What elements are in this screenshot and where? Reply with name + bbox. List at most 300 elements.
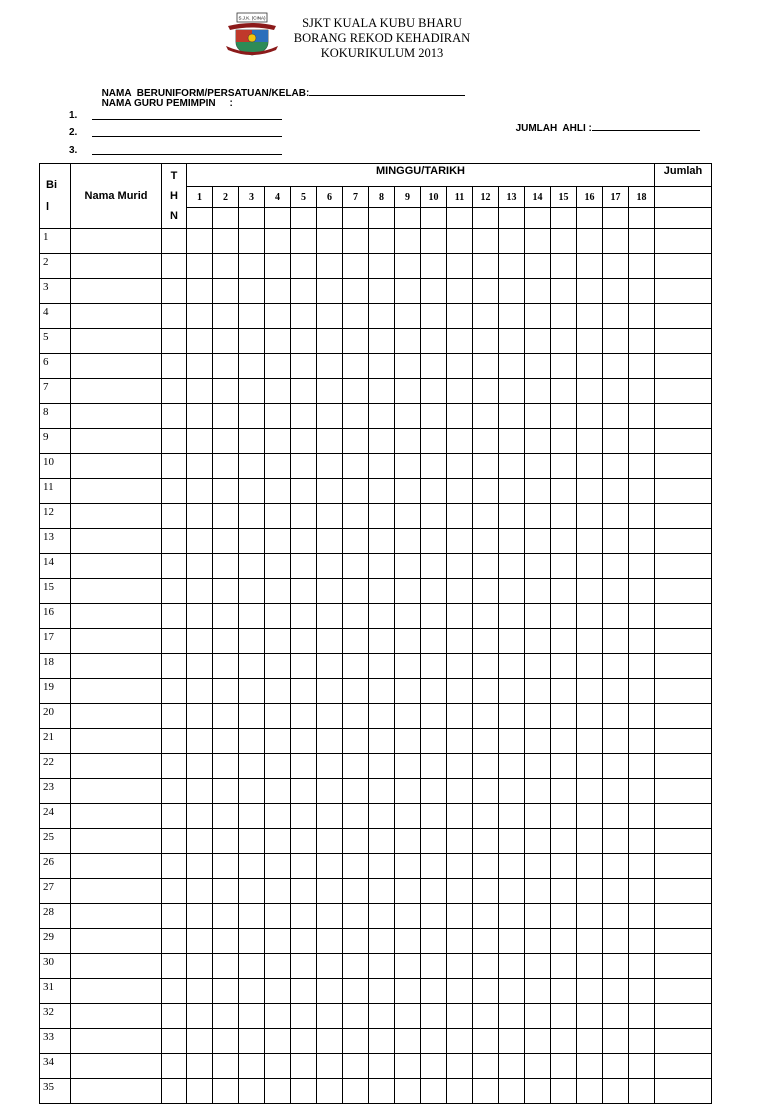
attendance-cell-week-7[interactable] [343, 1029, 369, 1054]
attendance-cell-week-8[interactable] [369, 554, 395, 579]
attendance-cell-week-11[interactable] [447, 629, 473, 654]
attendance-cell-week-8[interactable] [369, 929, 395, 954]
attendance-cell-week-1[interactable] [187, 1029, 213, 1054]
attendance-cell-week-16[interactable] [577, 879, 603, 904]
attendance-cell-week-7[interactable] [343, 354, 369, 379]
attendance-cell-week-11[interactable] [447, 904, 473, 929]
attendance-cell-week-10[interactable] [421, 479, 447, 504]
attendance-cell-week-7[interactable] [343, 829, 369, 854]
attendance-cell-week-18[interactable] [629, 529, 655, 554]
attendance-cell-week-18[interactable] [629, 379, 655, 404]
attendance-cell-week-5[interactable] [291, 779, 317, 804]
attendance-cell-week-18[interactable] [629, 929, 655, 954]
attendance-cell-week-2[interactable] [213, 979, 239, 1004]
attendance-cell-week-2[interactable] [213, 579, 239, 604]
attendance-cell-week-9[interactable] [395, 354, 421, 379]
attendance-cell-week-11[interactable] [447, 879, 473, 904]
attendance-cell-week-9[interactable] [395, 1054, 421, 1079]
student-name-cell[interactable] [71, 554, 162, 579]
attendance-cell-week-2[interactable] [213, 779, 239, 804]
student-name-cell[interactable] [71, 404, 162, 429]
student-name-cell[interactable] [71, 629, 162, 654]
attendance-cell-week-14[interactable] [525, 229, 551, 254]
attendance-cell-week-17[interactable] [603, 779, 629, 804]
attendance-cell-week-10[interactable] [421, 704, 447, 729]
attendance-cell-week-14[interactable] [525, 804, 551, 829]
attendance-cell-week-9[interactable] [395, 554, 421, 579]
attendance-cell-week-7[interactable] [343, 954, 369, 979]
date-cell-week-14[interactable] [525, 208, 551, 229]
attendance-cell-week-4[interactable] [265, 954, 291, 979]
attendance-cell-week-14[interactable] [525, 304, 551, 329]
attendance-cell-week-2[interactable] [213, 554, 239, 579]
attendance-cell-week-6[interactable] [317, 829, 343, 854]
attendance-cell-week-17[interactable] [603, 479, 629, 504]
attendance-cell-week-15[interactable] [551, 604, 577, 629]
attendance-cell-week-1[interactable] [187, 604, 213, 629]
attendance-cell-week-1[interactable] [187, 229, 213, 254]
attendance-cell-week-7[interactable] [343, 379, 369, 404]
total-cell[interactable] [655, 779, 712, 804]
attendance-cell-week-8[interactable] [369, 604, 395, 629]
date-cell-week-10[interactable] [421, 208, 447, 229]
attendance-cell-week-6[interactable] [317, 679, 343, 704]
total-cell[interactable] [655, 654, 712, 679]
student-name-cell[interactable] [71, 504, 162, 529]
attendance-cell-week-5[interactable] [291, 879, 317, 904]
attendance-cell-week-8[interactable] [369, 1079, 395, 1104]
attendance-cell-week-8[interactable] [369, 1054, 395, 1079]
attendance-cell-week-16[interactable] [577, 929, 603, 954]
attendance-cell-week-6[interactable] [317, 1079, 343, 1104]
attendance-cell-week-15[interactable] [551, 404, 577, 429]
attendance-cell-week-7[interactable] [343, 654, 369, 679]
attendance-cell-week-16[interactable] [577, 229, 603, 254]
attendance-cell-week-4[interactable] [265, 729, 291, 754]
year-cell[interactable] [162, 479, 187, 504]
attendance-cell-week-11[interactable] [447, 729, 473, 754]
attendance-cell-week-7[interactable] [343, 879, 369, 904]
attendance-cell-week-12[interactable] [473, 1004, 499, 1029]
year-cell[interactable] [162, 879, 187, 904]
attendance-cell-week-3[interactable] [239, 254, 265, 279]
attendance-cell-week-17[interactable] [603, 254, 629, 279]
attendance-cell-week-5[interactable] [291, 629, 317, 654]
attendance-cell-week-10[interactable] [421, 754, 447, 779]
attendance-cell-week-9[interactable] [395, 954, 421, 979]
attendance-cell-week-9[interactable] [395, 654, 421, 679]
year-cell[interactable] [162, 529, 187, 554]
attendance-cell-week-5[interactable] [291, 254, 317, 279]
attendance-cell-week-10[interactable] [421, 554, 447, 579]
attendance-cell-week-3[interactable] [239, 529, 265, 554]
attendance-cell-week-16[interactable] [577, 804, 603, 829]
attendance-cell-week-10[interactable] [421, 1029, 447, 1054]
attendance-cell-week-15[interactable] [551, 229, 577, 254]
attendance-cell-week-12[interactable] [473, 879, 499, 904]
attendance-cell-week-5[interactable] [291, 504, 317, 529]
date-cell-week-11[interactable] [447, 208, 473, 229]
attendance-cell-week-2[interactable] [213, 829, 239, 854]
attendance-cell-week-5[interactable] [291, 329, 317, 354]
attendance-cell-week-10[interactable] [421, 454, 447, 479]
attendance-cell-week-11[interactable] [447, 554, 473, 579]
attendance-cell-week-16[interactable] [577, 254, 603, 279]
year-cell[interactable] [162, 1079, 187, 1104]
date-cell-week-2[interactable] [213, 208, 239, 229]
student-name-cell[interactable] [71, 654, 162, 679]
attendance-cell-week-1[interactable] [187, 629, 213, 654]
attendance-cell-week-10[interactable] [421, 1054, 447, 1079]
attendance-cell-week-7[interactable] [343, 754, 369, 779]
attendance-cell-week-18[interactable] [629, 1054, 655, 1079]
attendance-cell-week-5[interactable] [291, 1054, 317, 1079]
attendance-cell-week-12[interactable] [473, 254, 499, 279]
attendance-cell-week-6[interactable] [317, 1054, 343, 1079]
teacher-blank-1[interactable] [92, 119, 282, 120]
total-cell[interactable] [655, 254, 712, 279]
attendance-cell-week-18[interactable] [629, 879, 655, 904]
attendance-cell-week-15[interactable] [551, 354, 577, 379]
total-cell[interactable] [655, 954, 712, 979]
attendance-cell-week-12[interactable] [473, 454, 499, 479]
attendance-cell-week-16[interactable] [577, 679, 603, 704]
year-cell[interactable] [162, 679, 187, 704]
total-cell[interactable] [655, 1079, 712, 1104]
total-cell[interactable] [655, 529, 712, 554]
attendance-cell-week-13[interactable] [499, 679, 525, 704]
total-cell[interactable] [655, 1029, 712, 1054]
attendance-cell-week-11[interactable] [447, 254, 473, 279]
attendance-cell-week-15[interactable] [551, 779, 577, 804]
attendance-cell-week-1[interactable] [187, 279, 213, 304]
student-name-cell[interactable] [71, 904, 162, 929]
attendance-cell-week-12[interactable] [473, 479, 499, 504]
attendance-cell-week-11[interactable] [447, 854, 473, 879]
attendance-cell-week-10[interactable] [421, 304, 447, 329]
attendance-cell-week-11[interactable] [447, 954, 473, 979]
attendance-cell-week-12[interactable] [473, 404, 499, 429]
attendance-cell-week-15[interactable] [551, 579, 577, 604]
attendance-cell-week-11[interactable] [447, 579, 473, 604]
student-name-cell[interactable] [71, 754, 162, 779]
attendance-cell-week-12[interactable] [473, 529, 499, 554]
attendance-cell-week-8[interactable] [369, 354, 395, 379]
attendance-cell-week-10[interactable] [421, 529, 447, 554]
attendance-cell-week-15[interactable] [551, 329, 577, 354]
attendance-cell-week-10[interactable] [421, 954, 447, 979]
year-cell[interactable] [162, 729, 187, 754]
attendance-cell-week-4[interactable] [265, 304, 291, 329]
attendance-cell-week-5[interactable] [291, 279, 317, 304]
attendance-cell-week-6[interactable] [317, 729, 343, 754]
student-name-cell[interactable] [71, 429, 162, 454]
attendance-cell-week-8[interactable] [369, 404, 395, 429]
attendance-cell-week-13[interactable] [499, 954, 525, 979]
attendance-cell-week-18[interactable] [629, 279, 655, 304]
attendance-cell-week-16[interactable] [577, 1004, 603, 1029]
attendance-cell-week-3[interactable] [239, 1029, 265, 1054]
attendance-cell-week-5[interactable] [291, 529, 317, 554]
attendance-cell-week-6[interactable] [317, 329, 343, 354]
attendance-cell-week-4[interactable] [265, 529, 291, 554]
attendance-cell-week-14[interactable] [525, 1004, 551, 1029]
attendance-cell-week-11[interactable] [447, 279, 473, 304]
attendance-cell-week-14[interactable] [525, 854, 551, 879]
attendance-cell-week-3[interactable] [239, 429, 265, 454]
attendance-cell-week-1[interactable] [187, 1079, 213, 1104]
attendance-cell-week-12[interactable] [473, 329, 499, 354]
attendance-cell-week-6[interactable] [317, 629, 343, 654]
attendance-cell-week-10[interactable] [421, 929, 447, 954]
attendance-cell-week-11[interactable] [447, 529, 473, 554]
student-name-cell[interactable] [71, 704, 162, 729]
attendance-cell-week-7[interactable] [343, 429, 369, 454]
attendance-cell-week-9[interactable] [395, 929, 421, 954]
attendance-cell-week-9[interactable] [395, 1004, 421, 1029]
attendance-cell-week-11[interactable] [447, 1079, 473, 1104]
attendance-cell-week-12[interactable] [473, 729, 499, 754]
attendance-cell-week-2[interactable] [213, 529, 239, 554]
attendance-cell-week-15[interactable] [551, 629, 577, 654]
attendance-cell-week-16[interactable] [577, 454, 603, 479]
attendance-cell-week-14[interactable] [525, 354, 551, 379]
attendance-cell-week-10[interactable] [421, 379, 447, 404]
attendance-cell-week-13[interactable] [499, 779, 525, 804]
date-cell-week-5[interactable] [291, 208, 317, 229]
attendance-cell-week-14[interactable] [525, 604, 551, 629]
attendance-cell-week-7[interactable] [343, 329, 369, 354]
attendance-cell-week-3[interactable] [239, 654, 265, 679]
attendance-cell-week-7[interactable] [343, 704, 369, 729]
student-name-cell[interactable] [71, 1004, 162, 1029]
attendance-cell-week-1[interactable] [187, 804, 213, 829]
attendance-cell-week-15[interactable] [551, 904, 577, 929]
attendance-cell-week-17[interactable] [603, 1079, 629, 1104]
attendance-cell-week-11[interactable] [447, 479, 473, 504]
attendance-cell-week-2[interactable] [213, 1029, 239, 1054]
attendance-cell-week-18[interactable] [629, 429, 655, 454]
attendance-cell-week-8[interactable] [369, 329, 395, 354]
attendance-cell-week-12[interactable] [473, 554, 499, 579]
student-name-cell[interactable] [71, 304, 162, 329]
attendance-cell-week-18[interactable] [629, 579, 655, 604]
nama-kelab-blank[interactable] [309, 86, 465, 96]
total-cell[interactable] [655, 904, 712, 929]
attendance-cell-week-18[interactable] [629, 229, 655, 254]
attendance-cell-week-15[interactable] [551, 804, 577, 829]
attendance-cell-week-14[interactable] [525, 579, 551, 604]
attendance-cell-week-6[interactable] [317, 904, 343, 929]
attendance-cell-week-16[interactable] [577, 304, 603, 329]
year-cell[interactable] [162, 829, 187, 854]
attendance-cell-week-18[interactable] [629, 254, 655, 279]
student-name-cell[interactable] [71, 779, 162, 804]
year-cell[interactable] [162, 654, 187, 679]
year-cell[interactable] [162, 779, 187, 804]
attendance-cell-week-14[interactable] [525, 1029, 551, 1054]
attendance-cell-week-13[interactable] [499, 229, 525, 254]
attendance-cell-week-4[interactable] [265, 929, 291, 954]
student-name-cell[interactable] [71, 954, 162, 979]
attendance-cell-week-11[interactable] [447, 229, 473, 254]
total-cell[interactable] [655, 579, 712, 604]
attendance-cell-week-3[interactable] [239, 904, 265, 929]
attendance-cell-week-9[interactable] [395, 1029, 421, 1054]
attendance-cell-week-13[interactable] [499, 629, 525, 654]
attendance-cell-week-2[interactable] [213, 879, 239, 904]
attendance-cell-week-3[interactable] [239, 229, 265, 254]
attendance-cell-week-14[interactable] [525, 904, 551, 929]
attendance-cell-week-9[interactable] [395, 404, 421, 429]
attendance-cell-week-15[interactable] [551, 529, 577, 554]
attendance-cell-week-17[interactable] [603, 854, 629, 879]
attendance-cell-week-18[interactable] [629, 704, 655, 729]
attendance-cell-week-14[interactable] [525, 279, 551, 304]
attendance-cell-week-4[interactable] [265, 604, 291, 629]
attendance-cell-week-16[interactable] [577, 979, 603, 1004]
total-cell[interactable] [655, 729, 712, 754]
attendance-cell-week-17[interactable] [603, 1029, 629, 1054]
attendance-cell-week-3[interactable] [239, 704, 265, 729]
attendance-cell-week-14[interactable] [525, 404, 551, 429]
attendance-cell-week-4[interactable] [265, 1029, 291, 1054]
attendance-cell-week-11[interactable] [447, 679, 473, 704]
attendance-cell-week-7[interactable] [343, 1079, 369, 1104]
attendance-cell-week-5[interactable] [291, 1079, 317, 1104]
attendance-cell-week-13[interactable] [499, 854, 525, 879]
attendance-cell-week-6[interactable] [317, 554, 343, 579]
attendance-cell-week-8[interactable] [369, 479, 395, 504]
student-name-cell[interactable] [71, 979, 162, 1004]
attendance-cell-week-16[interactable] [577, 1054, 603, 1079]
total-cell[interactable] [655, 404, 712, 429]
attendance-cell-week-1[interactable] [187, 579, 213, 604]
total-cell[interactable] [655, 754, 712, 779]
attendance-cell-week-18[interactable] [629, 979, 655, 1004]
attendance-cell-week-18[interactable] [629, 304, 655, 329]
attendance-cell-week-12[interactable] [473, 279, 499, 304]
attendance-cell-week-4[interactable] [265, 829, 291, 854]
attendance-cell-week-4[interactable] [265, 1004, 291, 1029]
attendance-cell-week-9[interactable] [395, 854, 421, 879]
attendance-cell-week-15[interactable] [551, 729, 577, 754]
attendance-cell-week-3[interactable] [239, 854, 265, 879]
student-name-cell[interactable] [71, 279, 162, 304]
student-name-cell[interactable] [71, 679, 162, 704]
date-cell-week-7[interactable] [343, 208, 369, 229]
attendance-cell-week-7[interactable] [343, 529, 369, 554]
attendance-cell-week-11[interactable] [447, 704, 473, 729]
attendance-cell-week-8[interactable] [369, 829, 395, 854]
attendance-cell-week-16[interactable] [577, 529, 603, 554]
attendance-cell-week-10[interactable] [421, 629, 447, 654]
attendance-cell-week-16[interactable] [577, 479, 603, 504]
attendance-cell-week-9[interactable] [395, 754, 421, 779]
attendance-cell-week-9[interactable] [395, 604, 421, 629]
attendance-cell-week-4[interactable] [265, 654, 291, 679]
attendance-cell-week-14[interactable] [525, 554, 551, 579]
attendance-cell-week-12[interactable] [473, 929, 499, 954]
attendance-cell-week-13[interactable] [499, 454, 525, 479]
attendance-cell-week-6[interactable] [317, 929, 343, 954]
attendance-cell-week-7[interactable] [343, 304, 369, 329]
year-cell[interactable] [162, 1054, 187, 1079]
attendance-cell-week-5[interactable] [291, 604, 317, 629]
total-cell[interactable] [655, 879, 712, 904]
attendance-cell-week-9[interactable] [395, 879, 421, 904]
attendance-cell-week-11[interactable] [447, 929, 473, 954]
attendance-cell-week-2[interactable] [213, 679, 239, 704]
student-name-cell[interactable] [71, 604, 162, 629]
attendance-cell-week-10[interactable] [421, 1004, 447, 1029]
attendance-cell-week-4[interactable] [265, 454, 291, 479]
attendance-cell-week-18[interactable] [629, 829, 655, 854]
year-cell[interactable] [162, 504, 187, 529]
attendance-cell-week-3[interactable] [239, 404, 265, 429]
attendance-cell-week-12[interactable] [473, 954, 499, 979]
attendance-cell-week-5[interactable] [291, 429, 317, 454]
attendance-cell-week-11[interactable] [447, 754, 473, 779]
attendance-cell-week-8[interactable] [369, 579, 395, 604]
attendance-cell-week-2[interactable] [213, 729, 239, 754]
attendance-cell-week-14[interactable] [525, 779, 551, 804]
attendance-cell-week-15[interactable] [551, 704, 577, 729]
date-cell-week-9[interactable] [395, 208, 421, 229]
attendance-cell-week-10[interactable] [421, 329, 447, 354]
attendance-cell-week-14[interactable] [525, 679, 551, 704]
year-cell[interactable] [162, 229, 187, 254]
attendance-cell-week-11[interactable] [447, 779, 473, 804]
attendance-cell-week-12[interactable] [473, 654, 499, 679]
attendance-cell-week-9[interactable] [395, 454, 421, 479]
attendance-cell-week-15[interactable] [551, 254, 577, 279]
attendance-cell-week-3[interactable] [239, 679, 265, 704]
attendance-cell-week-10[interactable] [421, 904, 447, 929]
attendance-cell-week-10[interactable] [421, 579, 447, 604]
attendance-cell-week-15[interactable] [551, 679, 577, 704]
attendance-cell-week-14[interactable] [525, 254, 551, 279]
attendance-cell-week-1[interactable] [187, 304, 213, 329]
total-cell[interactable] [655, 329, 712, 354]
attendance-cell-week-18[interactable] [629, 504, 655, 529]
attendance-cell-week-12[interactable] [473, 1079, 499, 1104]
attendance-cell-week-9[interactable] [395, 629, 421, 654]
student-name-cell[interactable] [71, 1054, 162, 1079]
attendance-cell-week-6[interactable] [317, 504, 343, 529]
total-cell[interactable] [655, 429, 712, 454]
year-cell[interactable] [162, 929, 187, 954]
attendance-cell-week-4[interactable] [265, 279, 291, 304]
attendance-cell-week-15[interactable] [551, 979, 577, 1004]
attendance-cell-week-8[interactable] [369, 429, 395, 454]
attendance-cell-week-4[interactable] [265, 554, 291, 579]
attendance-cell-week-13[interactable] [499, 554, 525, 579]
attendance-cell-week-15[interactable] [551, 479, 577, 504]
attendance-cell-week-5[interactable] [291, 304, 317, 329]
attendance-cell-week-13[interactable] [499, 1079, 525, 1104]
attendance-cell-week-17[interactable] [603, 229, 629, 254]
attendance-cell-week-15[interactable] [551, 854, 577, 879]
attendance-cell-week-5[interactable] [291, 454, 317, 479]
attendance-cell-week-8[interactable] [369, 229, 395, 254]
attendance-cell-week-16[interactable] [577, 554, 603, 579]
total-cell[interactable] [655, 379, 712, 404]
attendance-cell-week-4[interactable] [265, 629, 291, 654]
jumlah-ahli-blank[interactable] [592, 121, 700, 131]
attendance-cell-week-18[interactable] [629, 604, 655, 629]
date-cell-week-16[interactable] [577, 208, 603, 229]
